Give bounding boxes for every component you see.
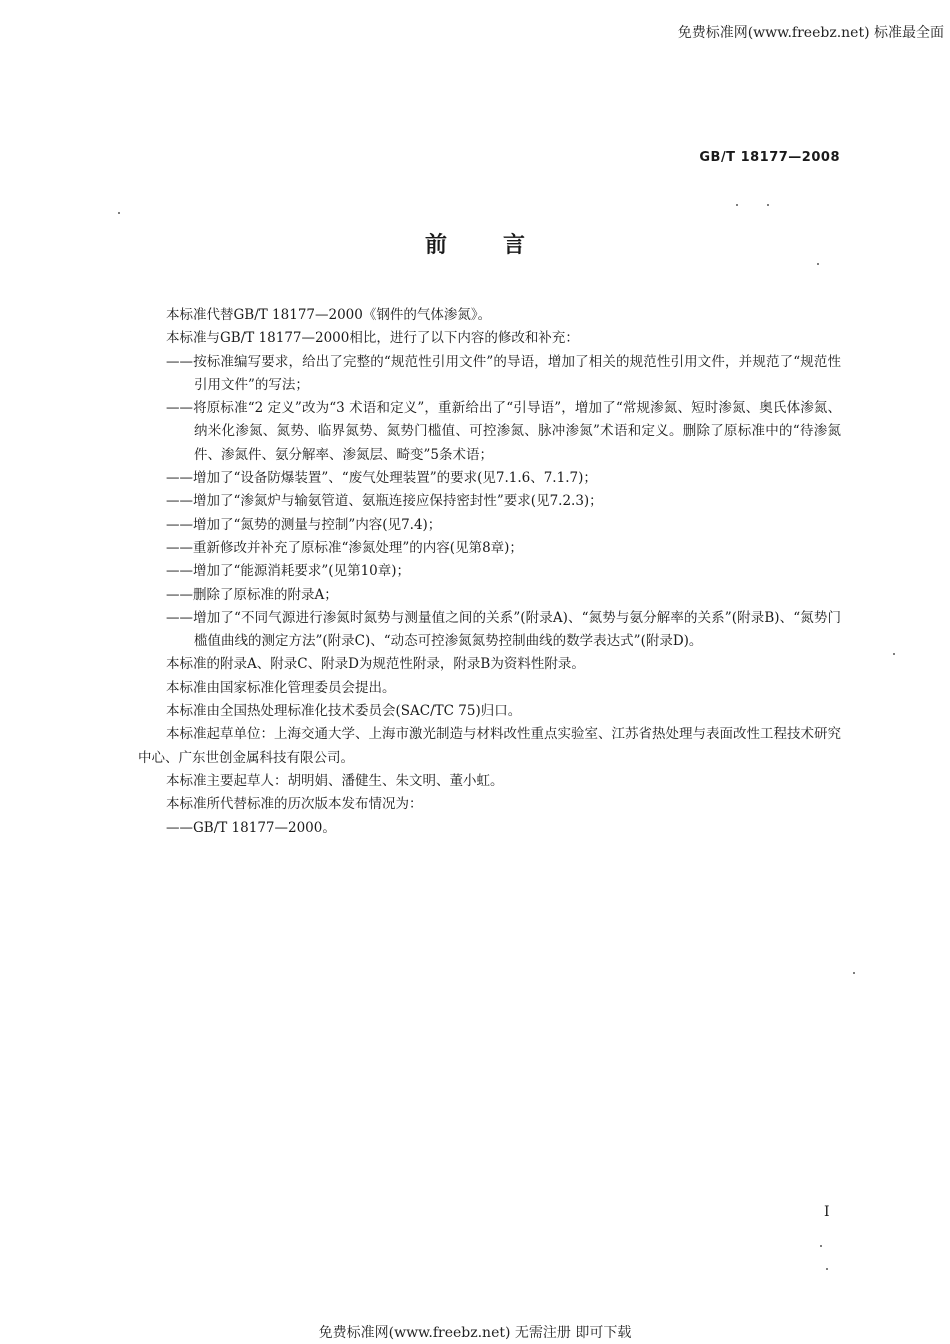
change-item: ——重新修改并补充了原标准“渗氮处理”的内容(见第8章)；: [166, 539, 523, 556]
scan-speck: [820, 1245, 822, 1247]
drafting-units-paragraph: 本标准起草单位：上海交通大学、上海市激光制造与材料改性重点实验室、江苏省热处理与表面改性工程技术研究中心、广东世创金属科技有限公司。: [138, 726, 841, 766]
outro-paragraph: 本标准由全国热处理标准化技术委员会(SAC/TC 75)归口。: [166, 703, 522, 720]
page-heading: 前言: [424, 233, 581, 258]
scan-speck: [826, 1268, 828, 1270]
watermark-footer: 免费标准网(www.freebz.net) 无需注册 即可下载: [318, 1325, 632, 1341]
scan-speck: [853, 972, 855, 974]
previous-version-item: ——GB/T 18177—2000。: [166, 819, 336, 836]
scan-speck: [736, 204, 738, 206]
intro-paragraph: 本标准与GB/T 18177—2000相比，进行了以下内容的修改和补充：: [166, 330, 579, 347]
change-item: ——删除了原标准的附录A；: [166, 586, 338, 603]
scan-speck: [118, 212, 120, 214]
change-item: ——增加了“氮势的测量与控制”内容(见7.4)；: [166, 516, 442, 533]
standard-code: GB/T 18177—2008: [699, 150, 840, 165]
change-item: ——增加了“不同气源进行渗氮时氮势与测量值之间的关系”(附录A)、“氮势与氨分解率的关系”(附录B)、“氮势门槛值曲线的测定方法”(附录C)、“动态可控渗氮氮势控制曲线的数学表达式”(附录D)。: [166, 609, 841, 650]
page-number: I: [824, 1204, 830, 1220]
foreword-body: [138, 304, 841, 840]
scan-speck: [817, 263, 819, 265]
change-item: ——将原标准“2 定义”改为“3 术语和定义”，重新给出了“引导语”，增加了“常规渗氮、短时渗氮、奥氏体渗氮、纳米化渗氮、氮势、临界氮势、氮势门槛值、可控渗氮、脉冲渗氮”术语和定义。删除了原标准中的“待渗氮件、渗氮件、氨分解率、渗氮层、畸变”5条术语；: [166, 400, 841, 463]
outro-paragraph: 本标准的附录A、附录C、附录D为规范性附录，附录B为资料性附录。: [166, 656, 585, 673]
watermark-header: 免费标准网(www.freebz.net) 标准最全面: [677, 25, 944, 41]
change-item: ——增加了“渗氮炉与输氨管道、氨瓶连接应保持密封性”要求(见7.2.3)；: [166, 493, 603, 510]
change-item: ——按标准编写要求，给出了完整的“规范性引用文件”的导语，增加了相关的规范性引用文件，并规范了“规范性引用文件”的写法；: [166, 353, 841, 393]
intro-paragraph: 本标准代替GB/T 18177—2000《钢件的气体渗氮》。: [166, 307, 492, 323]
change-item: ——增加了“设备防爆装置”、“废气处理装置”的要求(见7.1.6、7.1.7)；: [166, 470, 597, 487]
scan-speck: [767, 204, 769, 206]
outro-paragraph: 本标准所代替标准的历次版本发布情况为：: [166, 796, 423, 813]
drafters-paragraph: 本标准主要起草人：胡明娟、潘健生、朱文明、董小虹。: [166, 772, 504, 789]
change-item: ——增加了“能源消耗要求”(见第10章)；: [166, 563, 411, 580]
outro-paragraph: 本标准由国家标准化管理委员会提出。: [166, 679, 396, 696]
scan-speck: [893, 653, 895, 655]
